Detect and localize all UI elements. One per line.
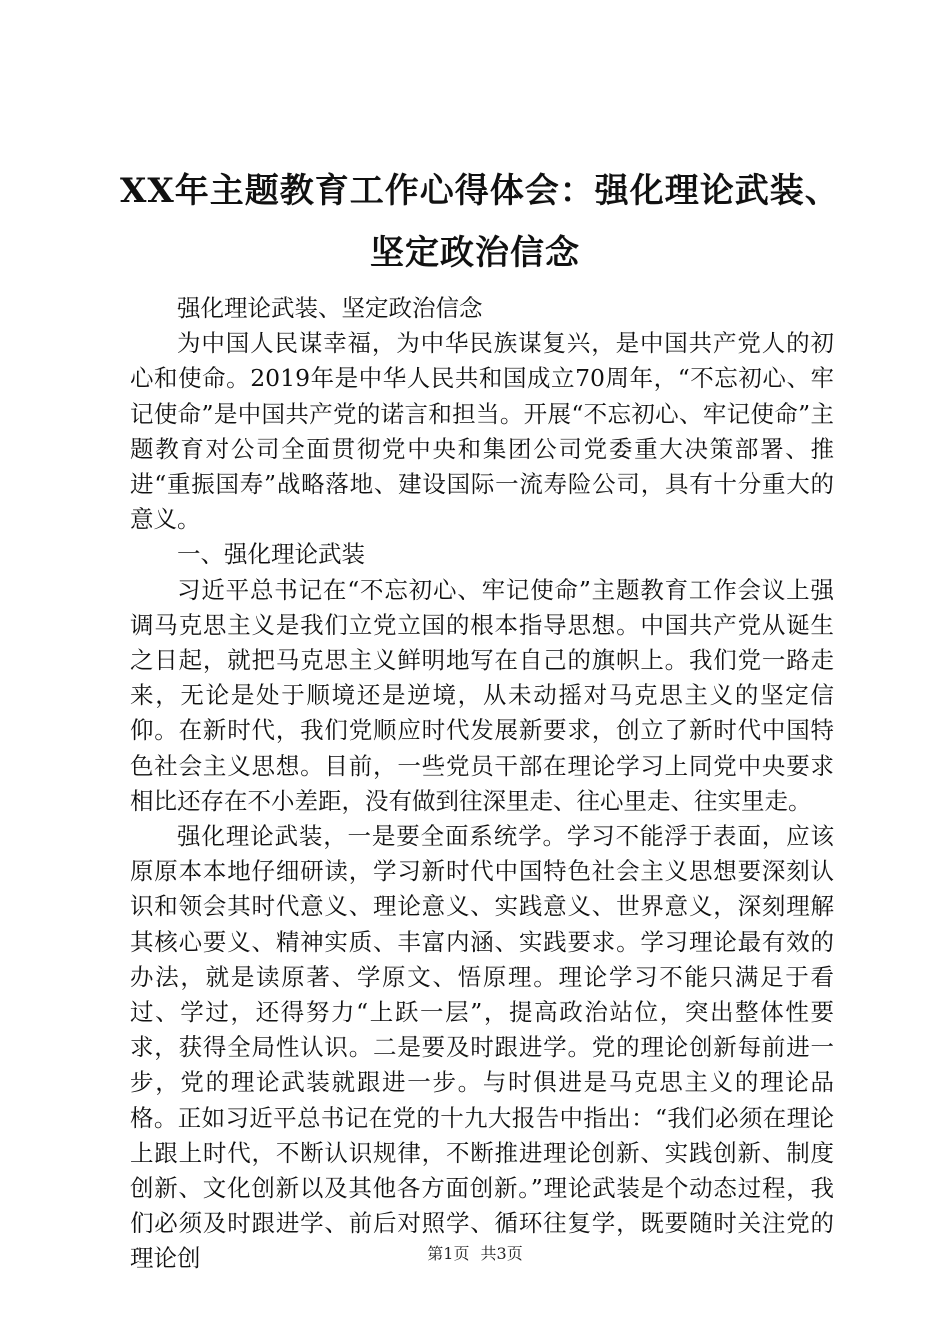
paragraph-intro: 为中国人民谋幸福，为中华民族谋复兴，是中国共产党人的初心和使命。2019年是中华人民共和国成立70周年，“不忘初心、牢记使命”是中国共产党的诺言和担当。开展“不忘初心、牢记使命”主题教育对公司全面贯彻党中央和集团公司党委重大决策部署、推进“重振国寿”战略落地、建设国际一流寿险公司，具有十分重大的意义。 xyxy=(130,329,834,534)
title-line-2: 坚定政治信念 xyxy=(370,233,580,273)
page-footer xyxy=(0,1241,950,1264)
paragraph-section-1: 习近平总书记在“不忘初心、牢记使命”主题教育工作会议上强调马克思主义是我们立党立国的根本指导思想。中国共产党从诞生之日起，就把马克思主义鲜明地写在自己的旗帜上。我们党一路走来，无论是处于顺境还是逆境，从未动摇对马克思主义的坚定信仰。在新时代，我们党顺应时代发展新要求，创立了新时代中国特色社会主义思想。目前，一些党员干部在理论学习上同党中央要求相比还存在不小差距，没有做到往深里走、往心里走、往实里走。 xyxy=(130,575,834,815)
document-title xyxy=(120,160,840,284)
page-number: 第1页 xyxy=(427,1244,470,1263)
page-total: 共3页 xyxy=(480,1244,523,1263)
document-body xyxy=(130,291,834,1277)
title-line-1: XX年主题教育工作心得体会：强化理论武装、 xyxy=(120,171,840,211)
paragraph-section-1-detail: 强化理论武装，一是要全面系统学。学习不能浮于表面，应该原原本本地仔细研读，学习新时代中国特色社会主义思想要深刻认识和领会其时代意义、理论意义、实践意义、世界意义，深刻理解其核心要义、精神实质、丰富内涵、实践要求。学习理论最有效的办法，就是读原著、学原文、悟原理。理论学习不能只满足于看过、学过，还得努力“上跃一层”，提高政治站位，突出整体性要求，获得全局性认识。二是要及时跟进学。党的理论创新每前进一步，党的理论武装就跟进一步。与时俱进是马克思主义的理论品格。正如习近平总书记在党的十九大报告中指出：“我们必须在理论上跟上时代，不断认识规律，不断推进理论创新、实践创新、制度创新、文化创新以及其他各方面创新。”理论武装是个动态过程，我们必须及时跟进学、前后对照学、循环往复学，既要随时关注党的理论创 xyxy=(130,822,834,1273)
paragraph-subtitle: 强化理论武装、坚定政治信念 xyxy=(177,294,483,322)
section-heading-1: 一、强化理论武装 xyxy=(177,540,365,569)
